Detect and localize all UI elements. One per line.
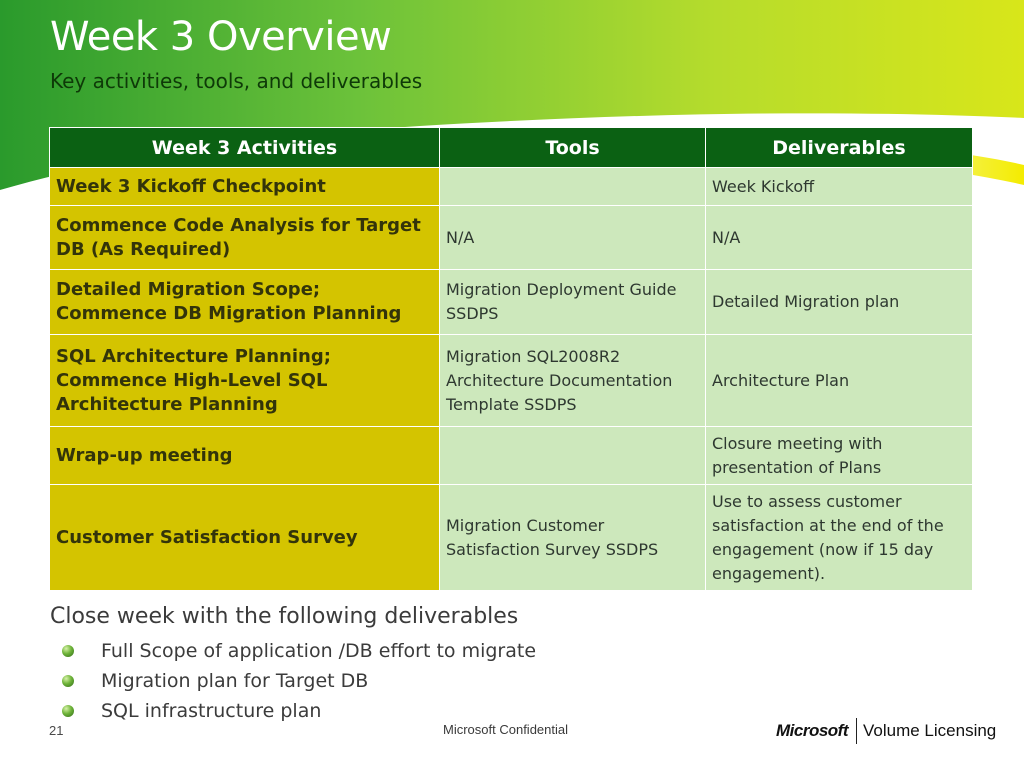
list-item [60,666,536,696]
deliverables-bullet-list [60,636,536,726]
activity-cell: Detailed Migration Scope; Commence DB Migration Planning [50,270,440,335]
tools-cell: Migration Customer Satisfaction Survey SSDPS [440,485,706,591]
header-deliverables: Deliverables [706,128,973,168]
tools-cell: Migration Deployment Guide SSDPS [440,270,706,335]
deliverables-cell: N/A [706,206,973,270]
tools-cell [440,427,706,485]
tools-cell: Migration SQL2008R2 Architecture Documentation Template SSDPS [440,335,706,427]
closing-heading: Close week with the following deliverables [50,604,519,629]
bullet-icon [62,645,74,657]
activity-cell: SQL Architecture Planning; Commence High-Level SQL Architecture Planning [50,335,440,427]
header-activities: Week 3 Activities [50,128,440,168]
list-item [60,636,536,666]
bullet-text: Migration plan for Target DB [101,670,369,692]
deliverables-cell: Architecture Plan [706,335,973,427]
activity-cell: Commence Code Analysis for Target DB (As Required) [50,206,440,270]
activity-cell: Wrap-up meeting [50,427,440,485]
table-row [50,270,973,335]
deliverables-cell: Use to assess customer satisfaction at the end of the engagement (now if 15 day engagement). [706,485,973,591]
activities-table [49,127,973,591]
activity-cell: Week 3 Kickoff Checkpoint [50,168,440,206]
logo-product: Volume Licensing [863,721,997,740]
bullet-icon [62,675,74,687]
activity-cell: Customer Satisfaction Survey [50,485,440,591]
table-row [50,427,973,485]
table-header-row [50,128,973,168]
bullet-icon [62,705,74,717]
deliverables-cell: Closure meeting with presentation of Plans [706,427,973,485]
tools-cell [440,168,706,206]
page-number: 21 [49,723,64,738]
header-tools: Tools [440,128,706,168]
slide-title: Week 3 Overview [50,14,392,60]
microsoft-volume-licensing-logo [776,718,996,744]
logo-divider [856,718,857,744]
confidential-label: Microsoft Confidential [443,722,568,737]
tools-cell: N/A [440,206,706,270]
logo-brand: Microsoft [776,721,848,740]
deliverables-cell: Week Kickoff [706,168,973,206]
table-row [50,168,973,206]
bullet-text: Full Scope of application /DB effort to migrate [101,640,537,662]
table-row [50,206,973,270]
bullet-text: SQL infrastructure plan [101,700,322,722]
table-row [50,335,973,427]
slide-subtitle: Key activities, tools, and deliverables [50,69,423,93]
table-row [50,485,973,591]
deliverables-cell: Detailed Migration plan [706,270,973,335]
